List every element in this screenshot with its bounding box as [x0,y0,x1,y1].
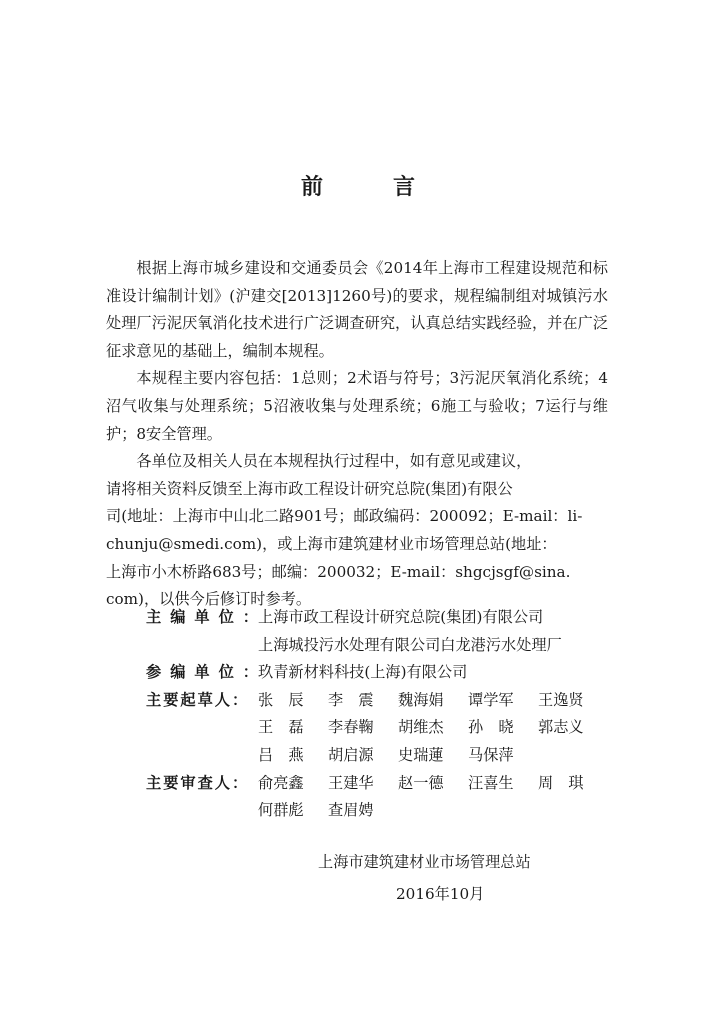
body-text [106,255,608,614]
reviewers-row [258,770,616,798]
reviewer-name: 汪喜生 [468,773,514,792]
signature-date: 2016年10月 [396,885,485,903]
drafters-label: 主要起草人： [146,690,250,709]
drafters-row [258,687,616,715]
chief-editor-unit: 上海市政工程设计研究总院(集团)有限公司 [258,608,544,626]
paragraph-3-line: 请将相关资料反馈至上海市政工程设计研究总院(集团)有限公 [106,479,513,498]
participant-units [146,659,616,687]
main-drafters [146,687,616,770]
paragraph-3-line: 司(地址：上海市中山北二路901号；邮政编码：200092；E-mail：li- [106,507,583,526]
paragraph-3 [106,448,608,614]
chief-editor-units [146,604,616,659]
paragraph-3-line: 上海市小木桥路683号；邮编：200032；E-mail：shgcjsgf@sina. [106,562,571,581]
reviewers-row [258,797,616,825]
drafters-row [258,742,616,770]
reviewer-name: 俞亮鑫 [258,773,304,792]
paragraph-3-line: 各单位及相关人员在本规程执行过程中，如有意见或建议， [136,452,532,471]
reviewer-name: 赵一德 [398,773,444,792]
chief-editor-label: 主编单位： [146,608,267,626]
drafter-name: 谭学军 [468,690,514,709]
drafter-name: 胡维杰 [398,718,444,737]
signature-organization: 上海市建筑建材业市场管理总站 [318,853,531,871]
drafter-name: 吕 燕 [258,745,304,764]
reviewer-name: 查眉娉 [328,801,374,820]
participant-label: 参编单位： [146,663,267,682]
paragraph-1: 根据上海市城乡建设和交通委员会《2014年上海市工程建设规范和标准设计编制计划》(沪建交[2013]1260号)的要求，规程编制组对城镇污水处理厂污泥厌氧消化技术进行广泛调查研究，认真总结实践经验，并在广泛征求意见的基础上，编制本规程。 [106,259,608,360]
paragraph-3-line: chunju@smedi.com)，或上海市建筑建材业市场管理总站(地址： [106,534,557,553]
drafter-name: 李 震 [328,690,374,709]
reviewers-label: 主要审查人： [146,773,250,792]
chief-editor-unit: 上海城投污水处理有限公司白龙港污水处理厂 [258,635,562,654]
paragraph-2: 本规程主要内容包括：1总则；2术语与符号；3污泥厌氧消化系统；4沼气收集与处理系统；5沼液收集与处理系统；6施工与验收；7运行与维护；8安全管理。 [106,369,608,443]
drafter-name: 魏海娟 [398,690,444,709]
reviewer-name: 何群彪 [258,801,304,820]
participant-unit: 玖青新材料科技(上海)有限公司 [258,663,468,682]
drafters-row [258,714,616,742]
drafter-name: 李春鞠 [328,718,374,737]
drafter-name: 史瑞蓮 [398,745,444,764]
reviewer-name: 周 琪 [538,773,584,792]
drafter-name: 王逸贤 [538,690,584,709]
drafter-name: 孙 晓 [468,718,514,737]
paragraph-3-line: com)，以供今后修订时参考。 [106,590,312,609]
drafter-name: 胡启源 [328,745,374,764]
drafter-name: 张 辰 [258,690,304,709]
main-reviewers [146,770,616,825]
drafter-name: 王 磊 [258,718,304,737]
drafter-name: 马保萍 [468,745,514,764]
reviewer-name: 王建华 [328,773,374,792]
drafter-name: 郭志义 [538,718,584,737]
credits-section [146,604,616,825]
page-title: 前 言 [300,175,439,200]
